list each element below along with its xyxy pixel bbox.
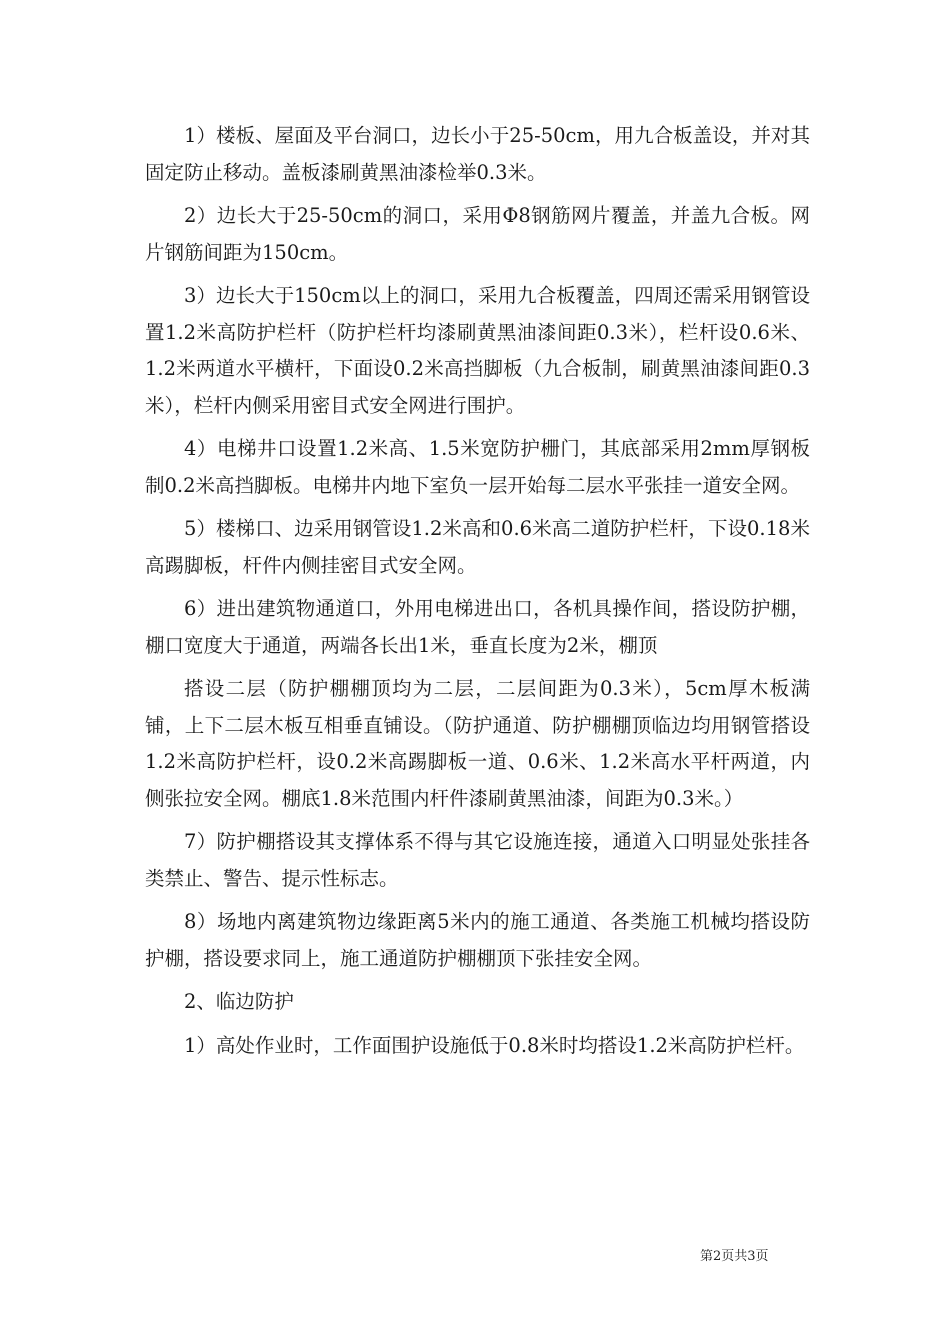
paragraph-passage-entrance: 6）进出建筑物通道口，外用电梯进出口，各机具操作间，搭设防护棚，棚口宽度大于通道，两端各长出1米，垂直长度为2米，棚顶 [145, 597, 810, 657]
paragraph-large-openings: 2）边长大于25-50cm的洞口，采用Φ8钢筋网片覆盖，并盖九合板。网片钢筋间距为150cm。 [145, 204, 810, 264]
paragraph-stairway: 5）楼梯口、边采用钢管设1.2米高和0.6米高二道防护栏杆，下设0.18米高踢脚板，杆件内侧挂密目式安全网。 [145, 517, 810, 577]
paragraph-elevator-shaft: 4）电梯井口设置1.2米高、1.5米宽防护栅门，其底部采用2mm厚钢板制0.2米高挡脚板。电梯井内地下室负一层开始每二层水平张挂一道安全网。 [145, 437, 810, 497]
page-number: 第2页共3页 [700, 1249, 769, 1264]
section-heading-edge-protection: 2、临边防护 [184, 990, 294, 1013]
paragraph-site-passages: 8）场地内离建筑物边缘距离5米内的施工通道、各类施工机械均搭设防护棚，搭设要求同上，施工通道防护棚棚顶下张挂安全网。 [145, 910, 810, 970]
document-body [145, 118, 810, 1071]
paragraph-high-work: 1）高处作业时，工作面围护设施低于0.8米时均搭设1.2米高防护栏杆。 [184, 1033, 805, 1057]
paragraph-openings-over-150cm: 3）边长大于150cm以上的洞口，采用九合板覆盖，四周还需采用钢管设置1.2米高防护栏杆（防护栏杆均漆刷黄黑油漆间距0.3米），栏杆设0.6米、1.2米两道水平横杆，下面设0.2米高挡脚板（九合板制，刷黄黑油漆间距0.3米），栏杆内侧采用密目式安全网进行围护。 [145, 284, 810, 417]
paragraph-canopy-roof: 搭设二层（防护棚棚顶均为二层，二层间距为0.3米），5cm厚木板满铺，上下二层木板互相垂直铺设。（防护通道、防护棚棚顶临边均用钢管搭设1.2米高防护栏杆，设0.2米高踢脚板一道、0.6米、1.2米高水平杆两道，内侧张拉安全网。棚底1.8米范围内杆件漆刷黄黑油漆，间距为0.3米。） [145, 677, 810, 810]
paragraph-floor-openings: 1）楼板、屋面及平台洞口，边长小于25-50cm，用九合板盖设，并对其固定防止移动。盖板漆刷黄黑油漆检举0.3米。 [145, 124, 810, 184]
paragraph-canopy-support: 7）防护棚搭设其支撑体系不得与其它设施连接，通道入口明显处张挂各类禁止、警告、提示性标志。 [145, 830, 810, 890]
